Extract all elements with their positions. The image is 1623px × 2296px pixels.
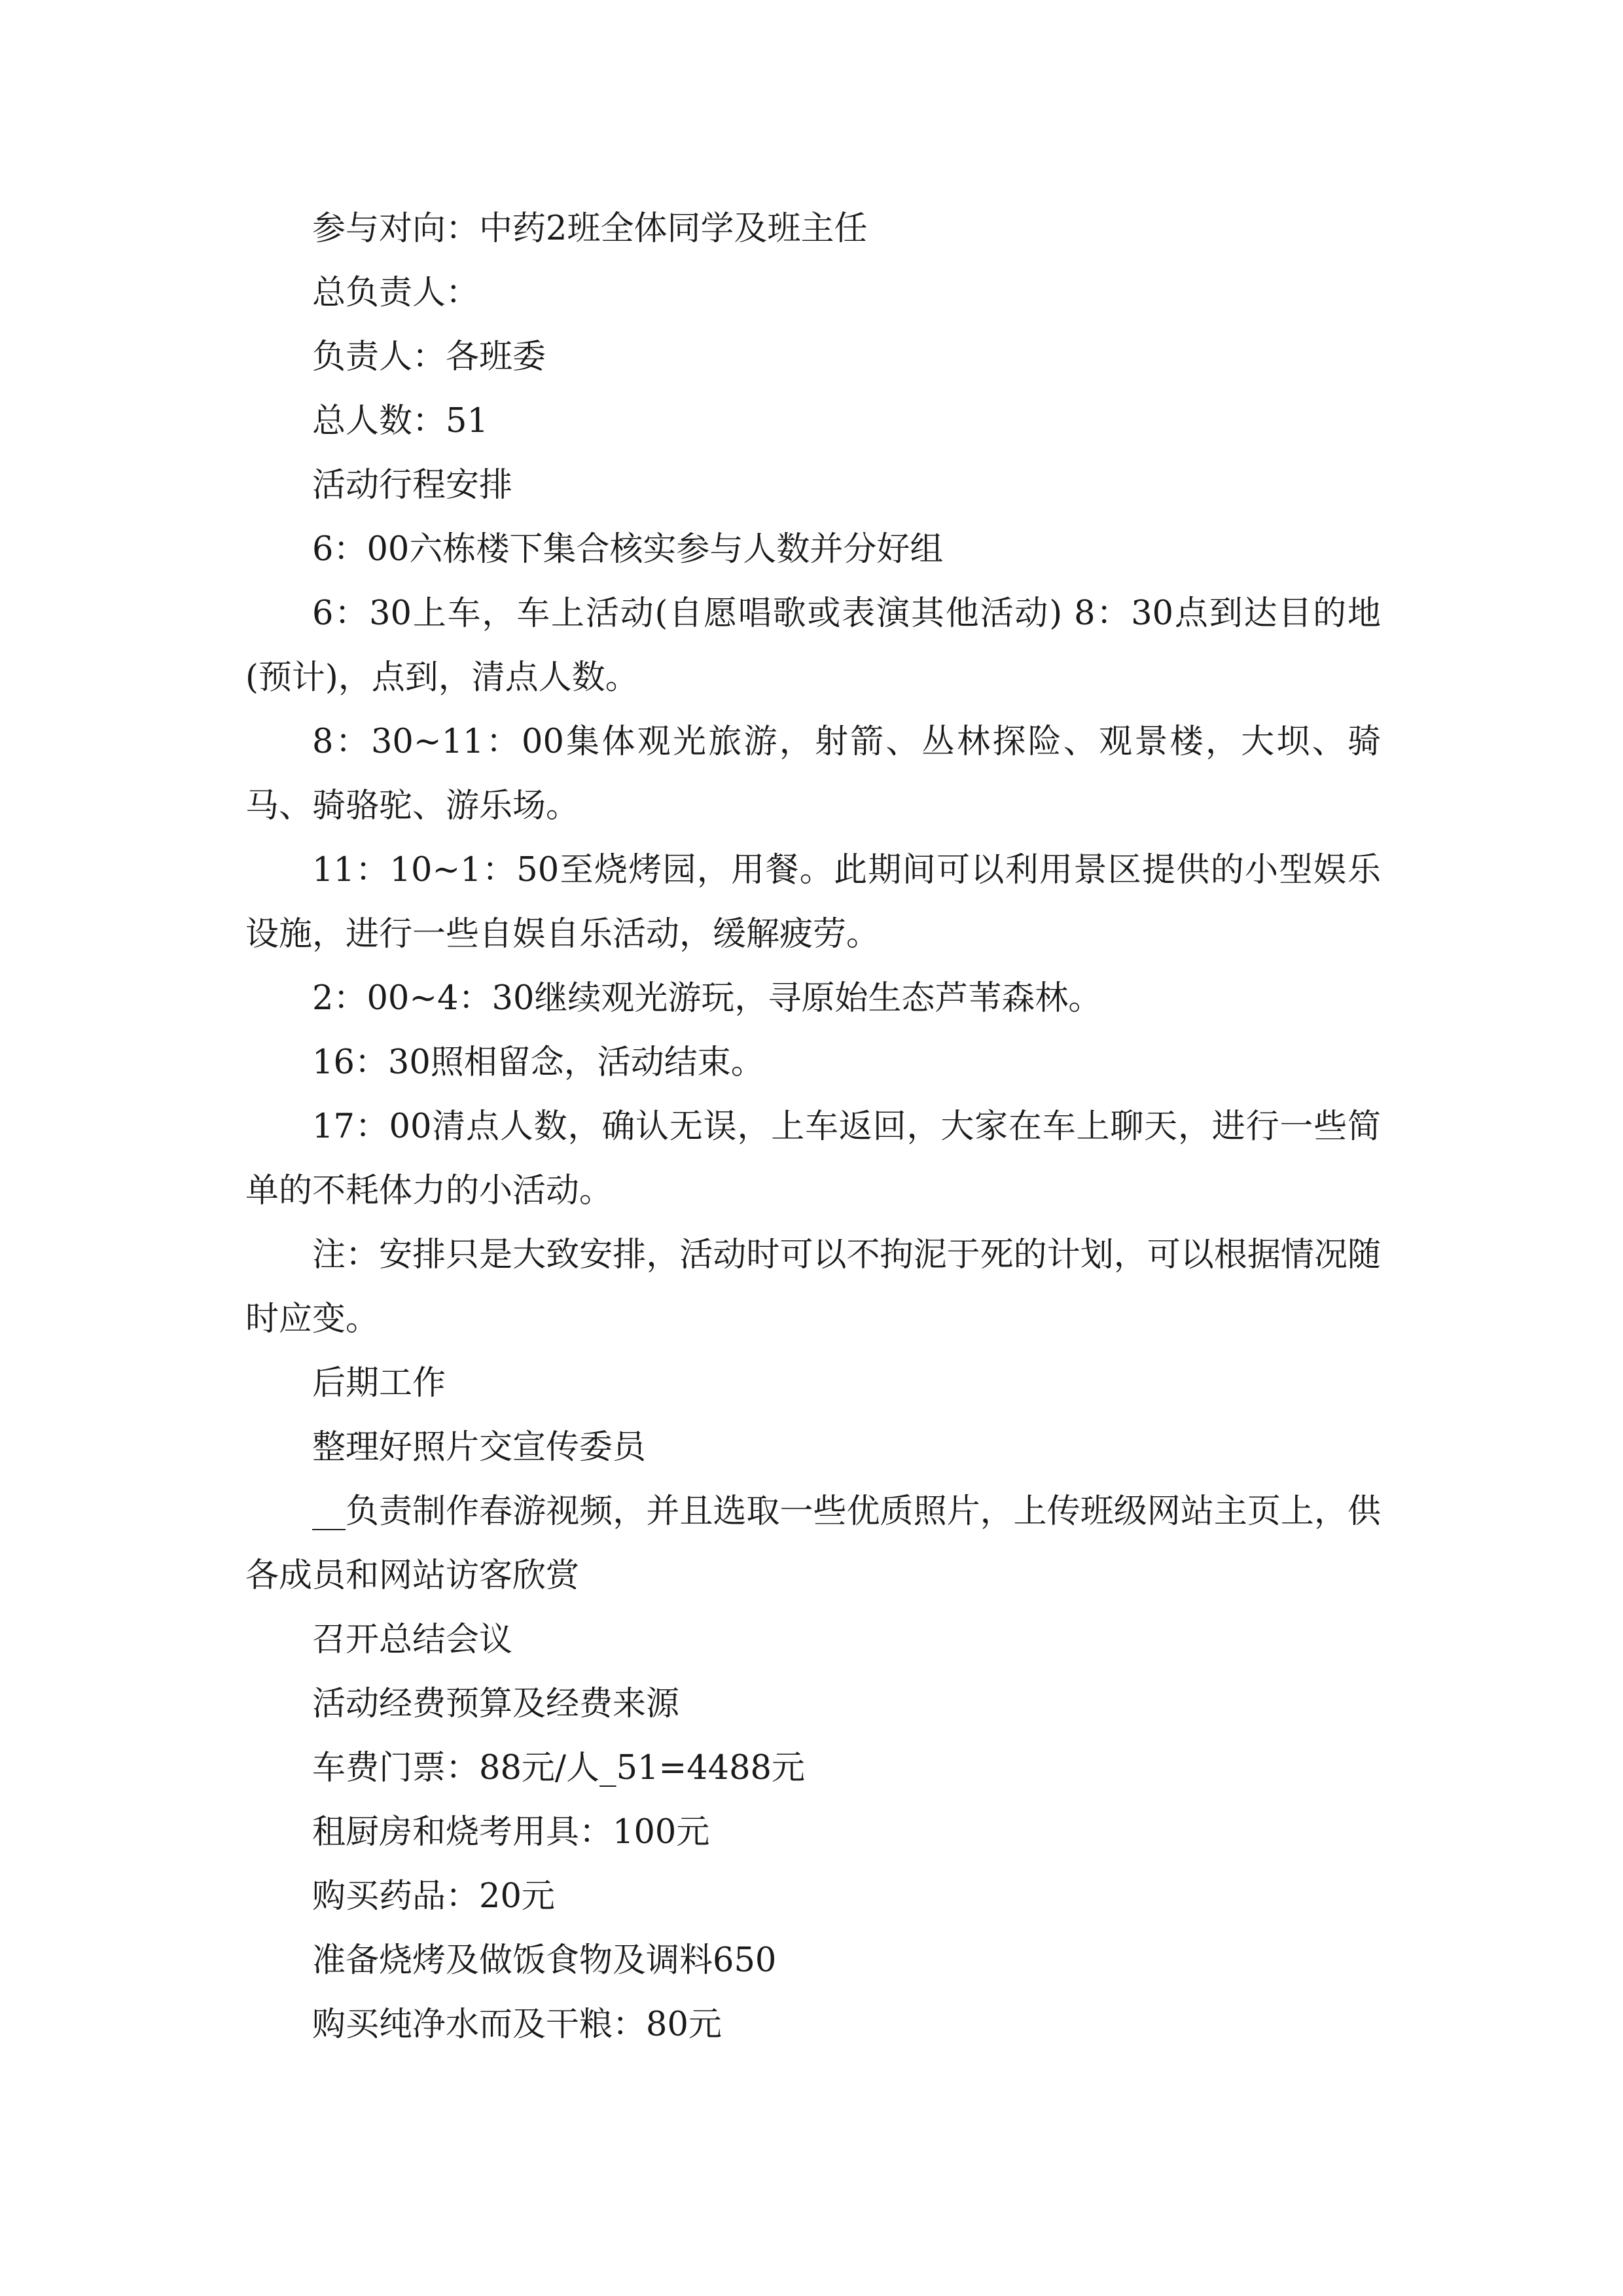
schedule-item: 2：00~4：30继续观光游玩，寻原始生态芦苇森林。 (312, 979, 1102, 1018)
schedule-item: 17：00清点人数，确认无误，上车返回，大家在车上聊天，进行一些简单的不耗体力的小活动。 (245, 1107, 1381, 1210)
schedule-item: 6：30上车，车上活动(自愿唱歌或表演其他活动) 8：30点到达目的地(预计)，点到，清点人数。 (245, 594, 1381, 697)
budget-item: 租厨房和烧考用具：100元 (312, 1813, 710, 1852)
schedule-item: 16：30照相留念，活动结束。 (312, 1043, 764, 1082)
followup-item: 整理好照片交宣传委员 (312, 1428, 647, 1467)
budget-item: 购买纯净水而及干粮：80元 (312, 2005, 722, 2044)
budget-heading: 活动经费预算及经费来源 (312, 1685, 680, 1723)
schedule-heading: 活动行程安排 (312, 466, 513, 505)
schedule-item: 6：00六栋楼下集合核实参与人数并分好组 (312, 530, 944, 569)
budget-item: 准备烧烤及做饭食物及调料650 (312, 1941, 777, 1980)
schedule-item: 8：30~11：00集体观光旅游，射箭、丛林探险、观景楼，大坝、骑马、骑骆驼、游乐场。 (245, 723, 1381, 825)
headcount-line: 总人数：51 (312, 402, 488, 440)
participants-line: 参与对向：中药2班全体同学及班主任 (312, 209, 868, 248)
chief-organizer-line: 总负责人： (312, 274, 480, 312)
followup-item: 召开总结会议 (312, 1621, 513, 1659)
schedule-note: 注：安排只是大致安排，活动时可以不拘泥于死的计划，可以根据情况随时应变。 (245, 1236, 1381, 1338)
document-body (245, 197, 1381, 2057)
budget-item: 购买药品：20元 (312, 1877, 555, 1916)
followup-item: __负责制作春游视频，并且选取一些优质照片，上传班级网站主页上，供各成员和网站访客欣赏 (245, 1492, 1381, 1595)
budget-item: 车费门票：88元/人_51=4488元 (312, 1749, 805, 1787)
schedule-item: 11：10~1：50至烧烤园，用餐。此期间可以利用景区提供的小型娱乐设施，进行一些自娱自乐活动，缓解疲劳。 (245, 851, 1381, 954)
organizer-line: 负责人：各班委 (312, 338, 546, 376)
followup-heading: 后期工作 (312, 1364, 446, 1403)
